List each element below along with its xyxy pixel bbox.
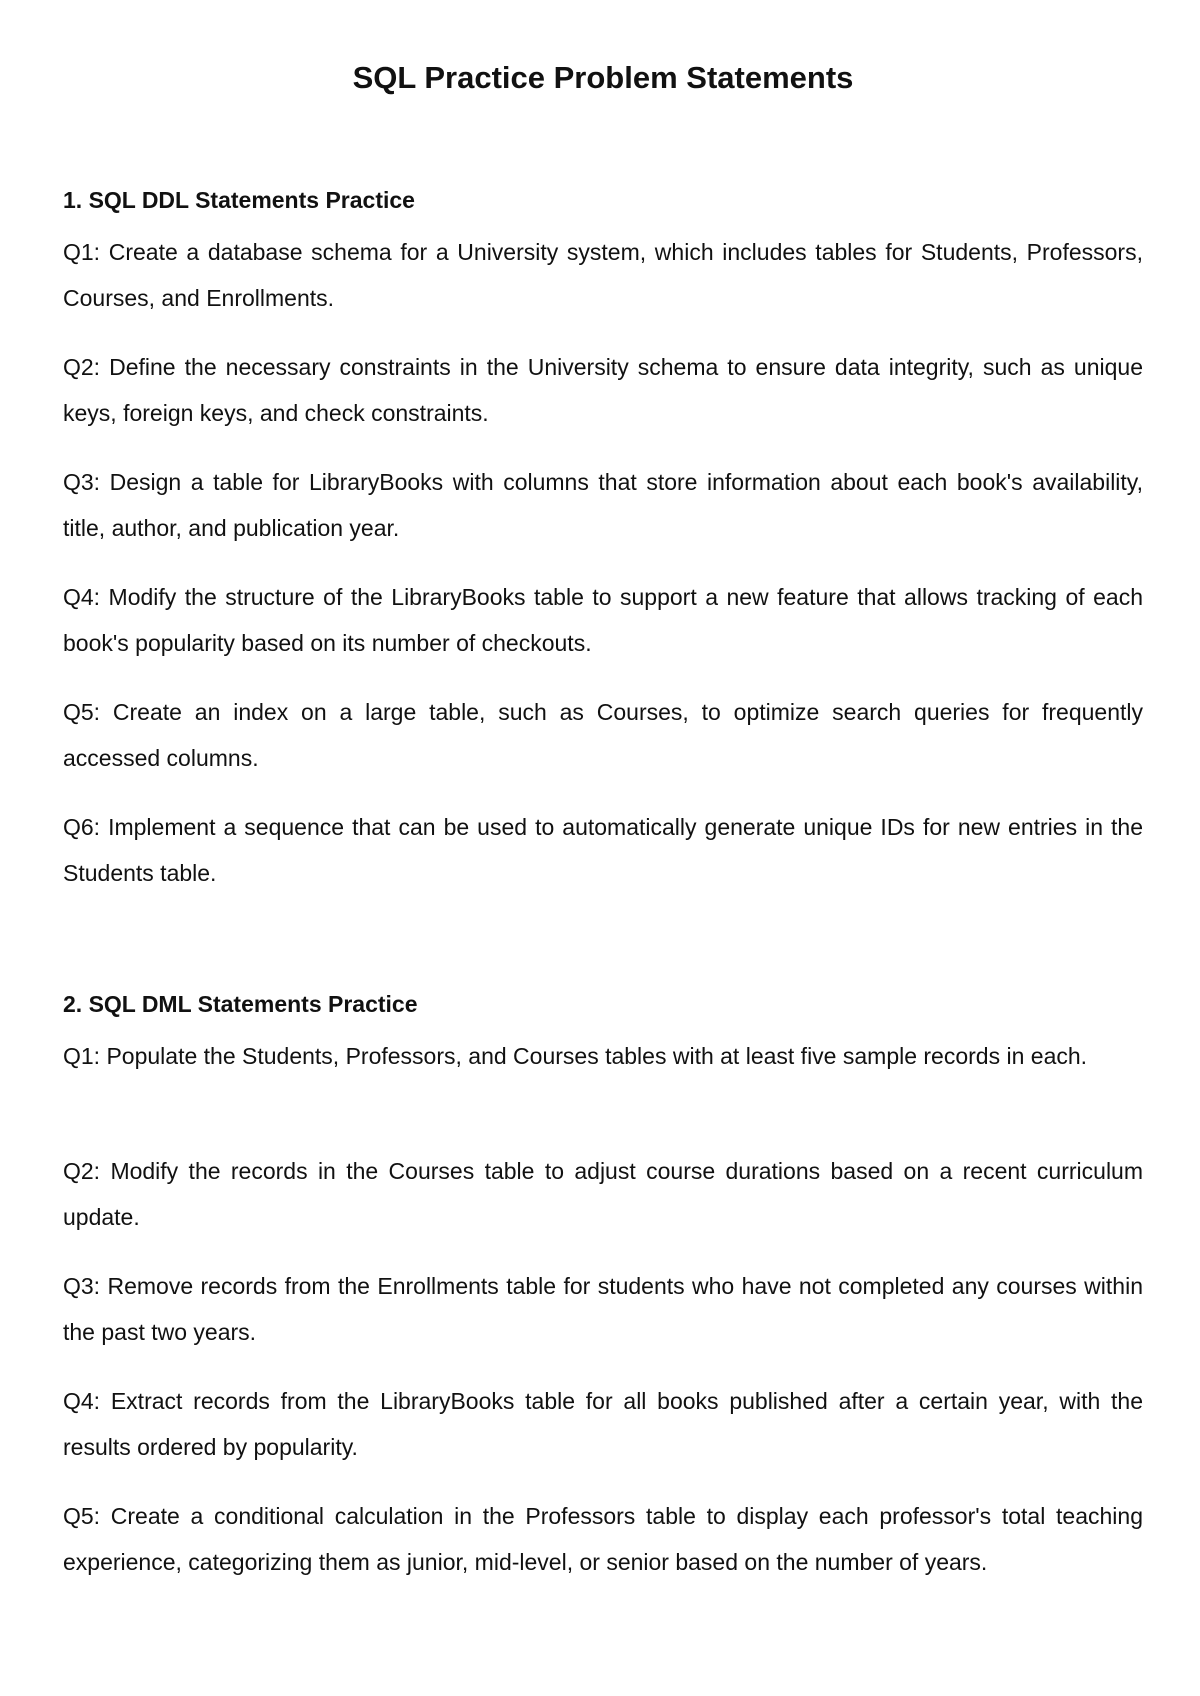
dml-question-3: Q3: Remove records from the Enrollments table for students who have not completed any courses within the past two years. <box>63 1273 1143 1345</box>
ddl-question-5: Q5: Create an index on a large table, such as Courses, to optimize search queries for frequently accessed columns. <box>63 699 1143 771</box>
ddl-question-3: Q3: Design a table for LibraryBooks with columns that store information about each book's availability, title, author, and publication year. <box>63 469 1143 541</box>
document-page <box>63 0 1143 1696</box>
section-heading-ddl: 1. SQL DDL Statements Practice <box>63 187 415 213</box>
dml-question-4: Q4: Extract records from the LibraryBooks table for all books published after a certain year, with the results ordered by popularity. <box>63 1388 1143 1460</box>
ddl-question-4: Q4: Modify the structure of the LibraryBooks table to support a new feature that allows tracking of each book's popularity based on its number of checkouts. <box>63 584 1143 656</box>
dml-question-2: Q2: Modify the records in the Courses table to adjust course durations based on a recent curriculum update. <box>63 1158 1143 1230</box>
dml-question-1: Q1: Populate the Students, Professors, and Courses tables with at least five sample records in each. <box>63 1043 1088 1069</box>
ddl-question-1: Q1: Create a database schema for a University system, which includes tables for Students, Professors, Courses, and Enrollments. <box>63 239 1143 311</box>
ddl-question-2: Q2: Define the necessary constraints in the University schema to ensure data integrity, such as unique keys, foreign keys, and check constraints. <box>63 354 1143 426</box>
document-title: SQL Practice Problem Statements <box>352 60 854 95</box>
section-heading-dml: 2. SQL DML Statements Practice <box>63 991 418 1017</box>
dml-question-5: Q5: Create a conditional calculation in the Professors table to display each professor's total teaching experience, categorizing them as junior, mid-level, or senior based on the number of years. <box>63 1503 1143 1575</box>
ddl-question-6: Q6: Implement a sequence that can be used to automatically generate unique IDs for new entries in the Students table. <box>63 814 1143 886</box>
